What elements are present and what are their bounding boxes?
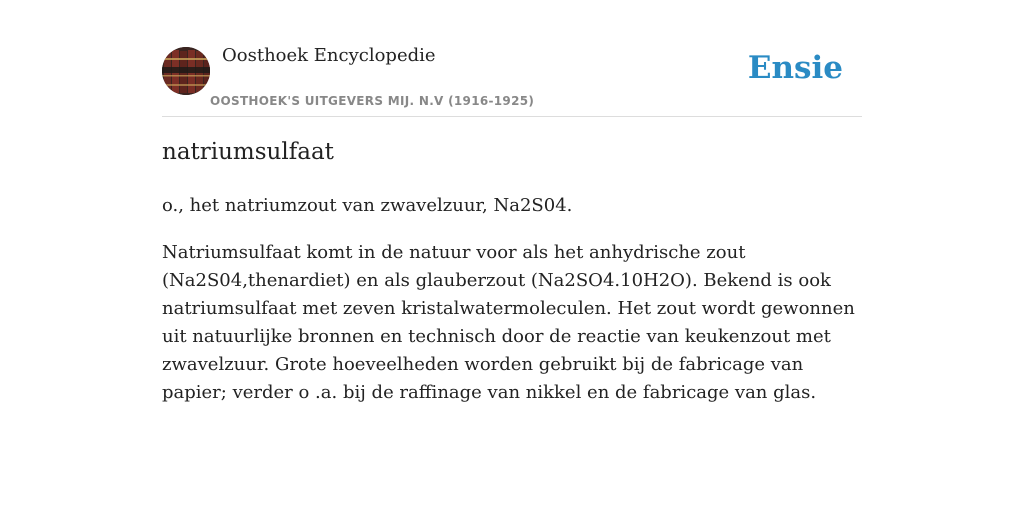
ensie-logo-link[interactable]: Ensie xyxy=(747,50,843,86)
book-spines-icon[interactable] xyxy=(162,47,210,95)
entry-body: Natriumsulfaat komt in de natuur voor als het anhydrische zout (Na2S04,thenardiet) en als glauberzout (Na2SO4.10H2O). Bekend is ook natriumsulfaat met zeven kristalwatermoleculen. Het zout wordt gewonnen uit natuurlijke bronnen en technisch door de reactie van keukenzout met zwavelzuur. Grote hoeveelheden worden gebruikt bij de fabricage van papier; verder o .a. bij de raffinage van nikkel en de fabricage van glas. xyxy=(162,242,855,403)
entry-headword: natriumsulfaat xyxy=(162,139,334,165)
entry-definition: o., het natriumzout van zwavelzuur, Na2S04. xyxy=(162,195,573,216)
source-title[interactable]: Oosthoek Encyclopedie xyxy=(222,45,436,66)
source-subtitle: OOSTHOEK'S UITGEVERS MIJ. N.V (1916-1925) xyxy=(210,94,535,108)
source-header xyxy=(162,0,862,117)
article-page xyxy=(162,0,862,403)
